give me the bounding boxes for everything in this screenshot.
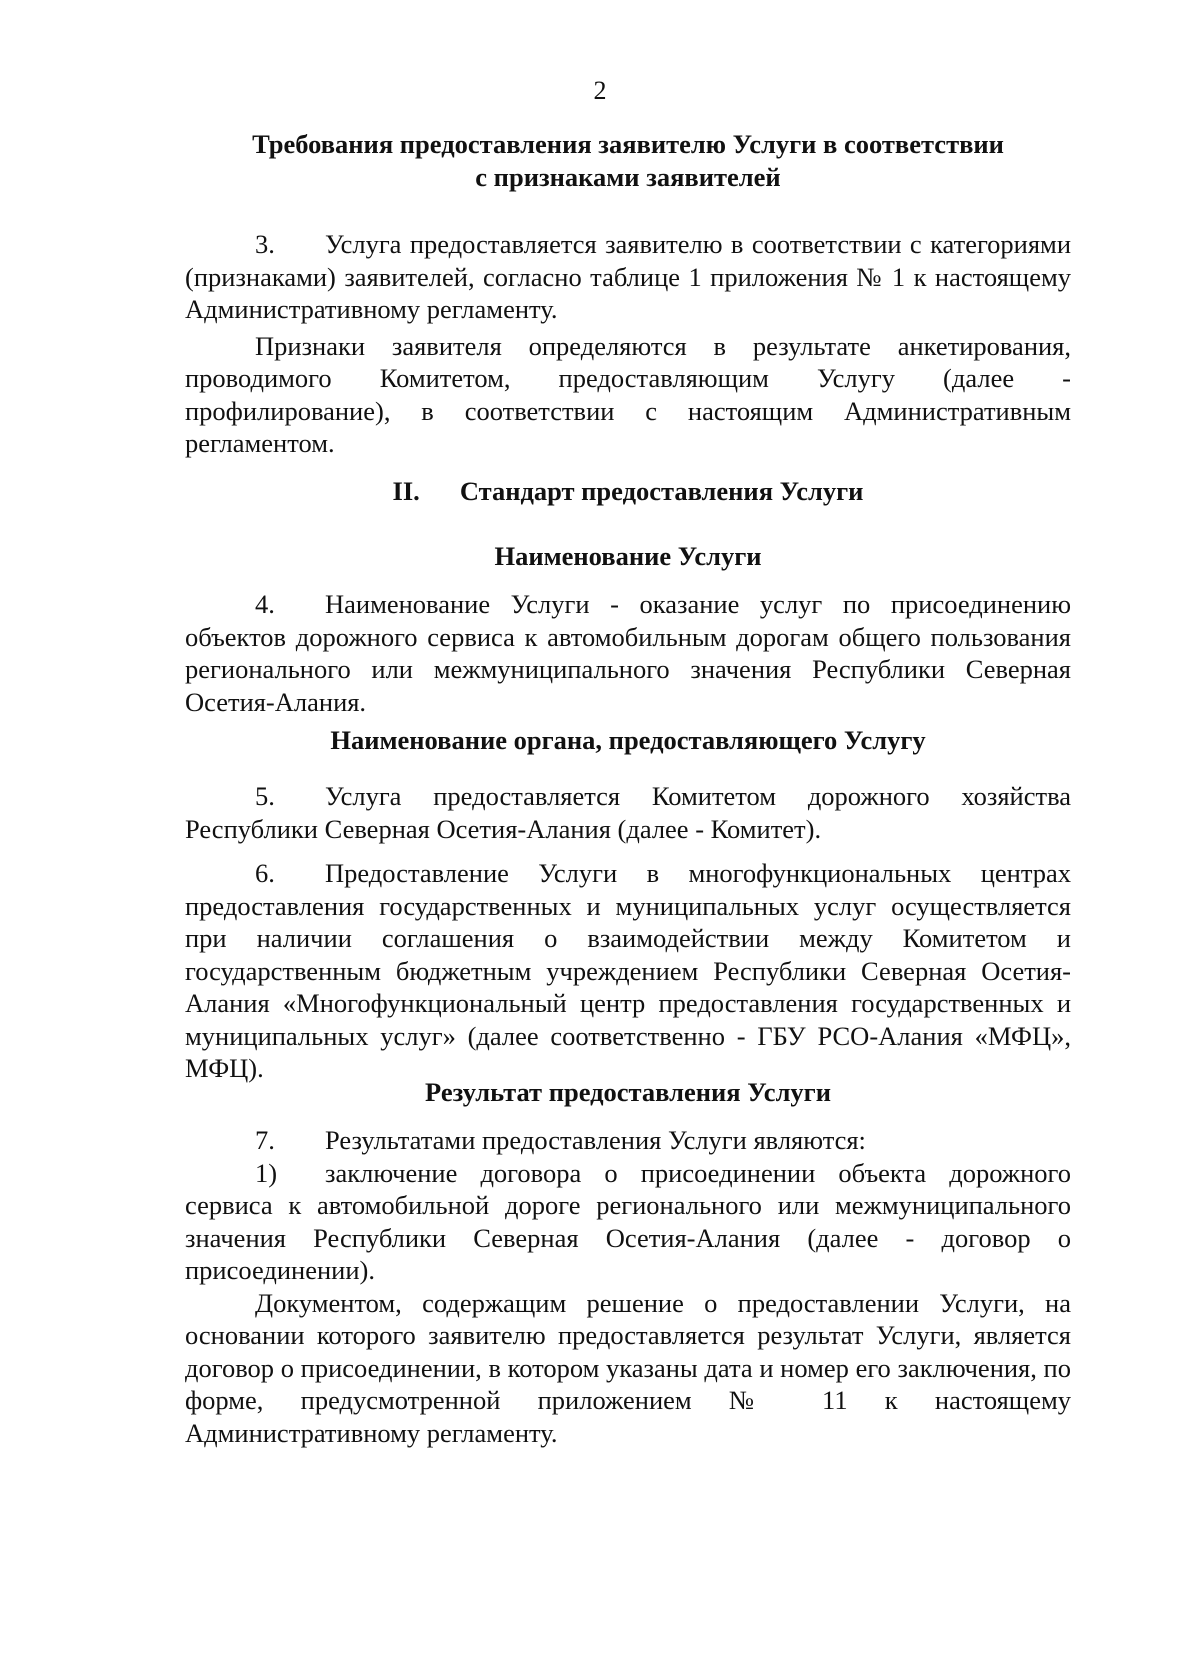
section-ii-roman: II. bbox=[392, 476, 420, 506]
section-ii-title: Стандарт предоставления Услуги bbox=[459, 476, 864, 506]
paragraph-5-number: 5. bbox=[255, 781, 275, 811]
paragraph-7-item-1 bbox=[185, 1157, 1071, 1287]
paragraph-7-item-1-number: 1) bbox=[255, 1157, 278, 1188]
organ-heading: Наименование органа, предоставляющего Услугу bbox=[330, 725, 926, 755]
paragraph-4-number: 4. bbox=[255, 589, 275, 619]
result-heading: Результат предоставления Услуги bbox=[425, 1077, 831, 1107]
paragraph-3-number: 3. bbox=[255, 229, 275, 259]
section-ii-heading bbox=[185, 475, 1071, 508]
paragraph-6 bbox=[185, 857, 1071, 1085]
paragraph-7 bbox=[185, 1124, 1071, 1157]
paragraph-4-text: Наименование Услуги - оказание услуг по присоединению объектов дорожного сервиса к автомобильным дорогам общего пользования регионального или межмуниципального значения Республики Северная Осетия-Алания. bbox=[185, 589, 1071, 717]
service-name-heading: Наименование Услуги bbox=[494, 541, 762, 571]
paragraph-6-text: Предоставление Услуги в многофункциональных центрах предоставления государственных и муниципальных услуг осуществляется при наличии соглашения о взаимодействии между Комитетом и государственным бюджетным учреждением Республики Северная Осетия-Алания «Многофункциональный центр предоставления государственных и муниципальных услуг» (далее соответственно - ГБУ РСО-Алания «МФЦ», МФЦ). bbox=[185, 858, 1071, 1083]
paragraph-7-block bbox=[185, 1124, 1071, 1449]
paragraph-7-text: Результатами предоставления Услуги являются: bbox=[325, 1125, 866, 1155]
paragraph-6-number: 6. bbox=[255, 858, 275, 888]
paragraph-4-block bbox=[185, 588, 1071, 718]
paragraph-5 bbox=[185, 780, 1071, 845]
paragraph-4 bbox=[185, 588, 1071, 718]
paragraph-3-note: Признаки заявителя определяются в результате анкетирования, проводимого Комитетом, предоставляющим Услугу (далее - профилирование), в соответствии с настоящим Административным регламентом. bbox=[185, 330, 1071, 458]
paragraph-3 bbox=[185, 228, 1071, 326]
paragraph-7-item-1-text: заключение договора о присоединении объекта дорожного сервиса к автомобильной дороге регионального или межмуниципального значения Республики Северная Осетия-Алания (далее - договор о присоединении). bbox=[185, 1157, 1071, 1285]
requirements-heading-line2: с признаками заявителей bbox=[475, 162, 781, 192]
paragraph-5-6-block bbox=[185, 780, 1071, 1085]
paragraph-7-document: Документом, содержащим решение о предоставлении Услуги, на основании которого заявителю предоставляется результат Услуги, является договор о присоединении, в котором указаны дата и номер его заключения, по форме, предусмотренной приложением № 11 к настоящему Административному регламенту. bbox=[185, 1287, 1071, 1448]
paragraph-5-text: Услуга предоставляется Комитетом дорожного хозяйства Республики Северная Осетия-Алания (далее - Комитет). bbox=[185, 781, 1071, 844]
page-number: 2 bbox=[593, 76, 607, 105]
requirements-heading-line1: Требования предоставления заявителю Услуги в соответствии bbox=[252, 129, 1004, 159]
paragraph-7-number: 7. bbox=[255, 1125, 275, 1155]
paragraph-3-block bbox=[185, 228, 1071, 460]
requirements-heading bbox=[185, 128, 1071, 194]
paragraph-3-text: Услуга предоставляется заявителю в соответствии с категориями (признаками) заявителей, согласно таблице 1 приложения № 1 к настоящему Административному регламенту. bbox=[185, 229, 1071, 324]
